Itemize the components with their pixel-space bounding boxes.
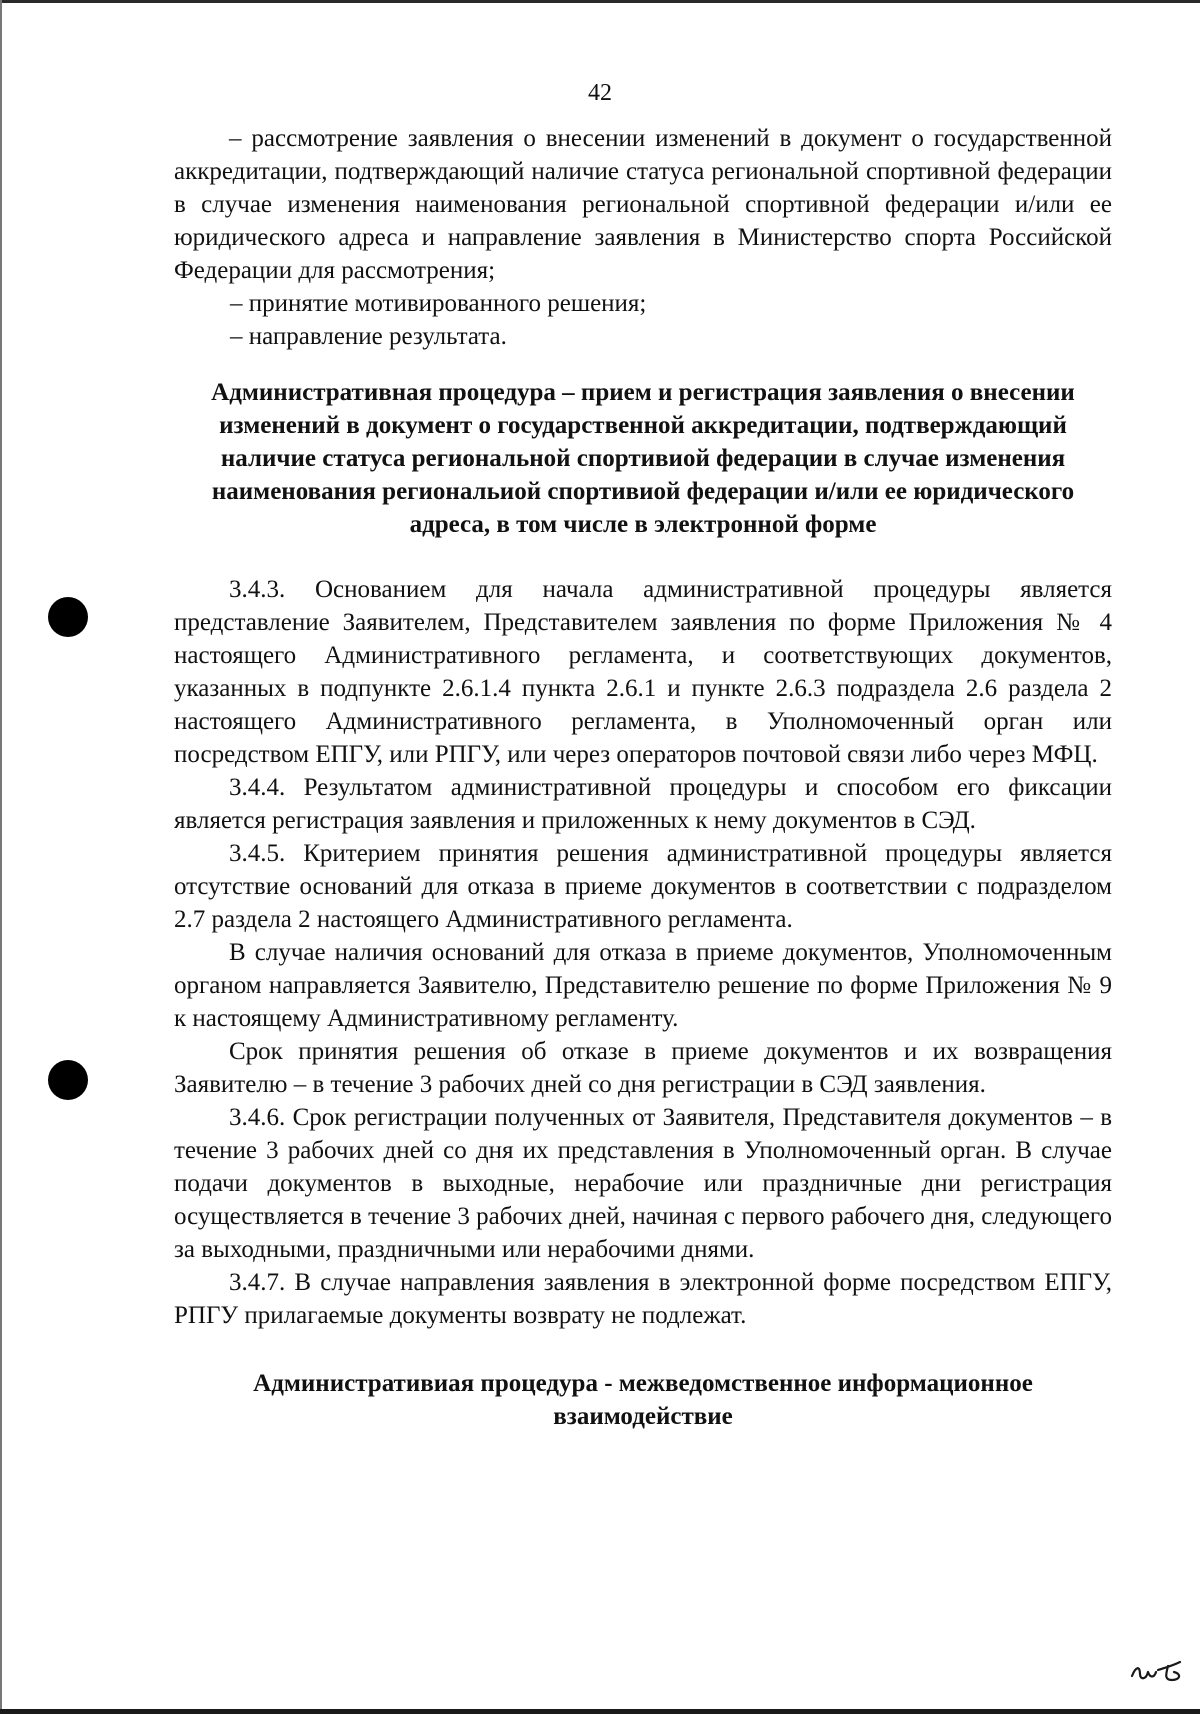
intro-paragraph: – рассмотрение заявления о внесении изменений в документ о государственной аккредитации, подтверждающий наличие статуса региональной спортивной федерации в случае изменения наименования региональной спортивной федерации и/или ее юридического адреса и направление заявления в Министерство спорта Российской Федерации для рассмотрения; (174, 125, 1112, 284)
paragraph-refusal: В случае наличия оснований для отказа в приеме документов, Уполномоченным органом направляется Заявителю, Представителю решение по форме Приложения № 9 к настоящему Административному регламенту. (174, 939, 1112, 1032)
list-item: – принятие мотивированного решения; (230, 290, 647, 317)
section-heading: Административиая процедура - межведомственное информационное взаимодействие (253, 1370, 1033, 1430)
paragraph-refusal-term: Срок принятия решения об отказе в приеме документов и их возвращения Заявителю – в течение 3 рабочих дней со дня регистрации в СЭД заявления. (174, 1038, 1112, 1098)
paragraph-3-4-7: 3.4.7. В случае направления заявления в электронной форме посредством ЕПГУ, РПГУ прилагаемые документы возврату не подлежат. (174, 1269, 1112, 1329)
list-item: – направление результата. (230, 323, 507, 350)
scan-edge-left (0, 0, 2, 1714)
punch-hole-icon (48, 597, 88, 637)
paragraph-3-4-5: 3.4.5. Критерием принятия решения административной процедуры является отсутствие оснований для отказа в приеме документов в соответствии с подразделом 2.7 раздела 2 настоящего Административного регламента. (174, 840, 1112, 933)
document-body (174, 122, 1112, 1433)
paragraph-3-4-3: 3.4.3. Основанием для начала административной процедуры является представление Заявителем, Представителем заявления по форме Приложения № 4 настоящего Административного регламента, и соответствующих документов, указанных в подпункте 2.6.1.4 пункта 2.6.1 и пункте 2.6.3 подраздела 2.6 раздела 2 настоящего Административного регламента, в Уполномоченный орган или посредством ЕПГУ, или РПГУ, или через операторов почтовой связи либо через МФЦ. (174, 576, 1112, 768)
handwritten-initials-icon (1128, 1648, 1188, 1688)
scan-edge-top (0, 0, 1200, 3)
paragraph-3-4-4: 3.4.4. Результатом административной процедуры и способом его фиксации является регистрация заявления и приложенных к нему документов в СЭД. (174, 774, 1112, 834)
page-number: 42 (588, 80, 612, 106)
section-heading: Административная процедура – прием и регистрация заявления о внесении изменений в документ о государственной аккредитации, подтверждающий наличие статуса региональной спортивиой федерации в случае изменения наименования региональиой спортивиой федерации и/или ее юридического адреса, в том числе в электронной форме (211, 379, 1075, 538)
scan-edge-bottom (0, 1709, 1200, 1714)
punch-hole-icon (48, 1060, 88, 1100)
paragraph-3-4-6: 3.4.6. Срок регистрации полученных от Заявителя, Представителя документов – в течение 3 рабочих дней со дня их представления в Уполномоченный орган. В случае подачи документов в выходные, нерабочие или праздничные дни регистрация осуществляется в течение 3 рабочих дней, начиная с первого рабочего дня, следующего за выходными, праздничными или нерабочими днями. (174, 1104, 1112, 1263)
